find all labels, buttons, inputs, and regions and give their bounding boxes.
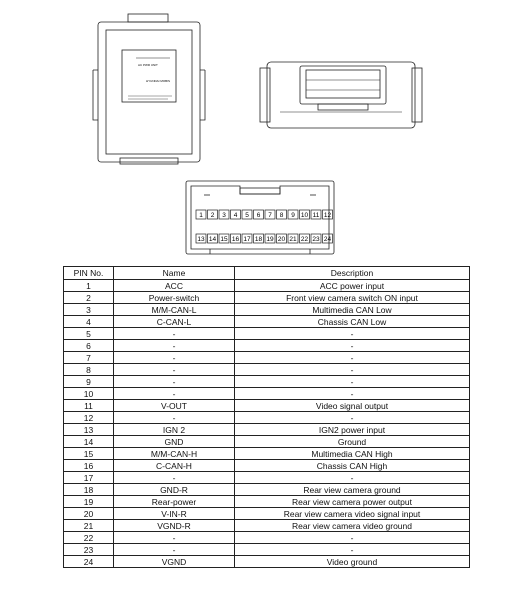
connector-pin-label: 19 [266, 236, 274, 244]
table-row [64, 424, 470, 436]
connector-pin-label: 17 [243, 236, 251, 244]
pin-number-cell: 24 [64, 556, 114, 568]
pin-number-cell: 15 [64, 448, 114, 460]
pin-number-cell: 8 [64, 364, 114, 376]
pin-name-cell: IGN 2 [114, 424, 235, 436]
pin-number-cell: 23 [64, 544, 114, 556]
connector-pin-label: 1 [199, 212, 203, 220]
connector-pin-label: 6 [256, 212, 261, 220]
connector-pin-label: 13 [197, 236, 205, 244]
pin-description-cell: - [235, 532, 470, 544]
header-pin-no: PIN No. [64, 267, 114, 280]
pin-number-cell: 22 [64, 532, 114, 544]
table-row [64, 520, 470, 532]
pin-number-cell: 9 [64, 376, 114, 388]
table-row [64, 412, 470, 424]
pin-description-cell: Rear view camera video signal input [235, 508, 470, 520]
pin-number-cell: 12 [64, 412, 114, 424]
table-row [64, 484, 470, 496]
pin-name-cell: - [114, 388, 235, 400]
table-row [64, 364, 470, 376]
connector-pin-label: 24 [323, 236, 332, 244]
connector-pin-label: 9 [291, 212, 295, 220]
table-row [64, 352, 470, 364]
pin-description-cell: - [235, 340, 470, 352]
pin-name-cell: VGND-R [114, 520, 235, 532]
pin-number-cell: 19 [64, 496, 114, 508]
table-row [64, 316, 470, 328]
pin-description-cell: Ground [235, 436, 470, 448]
connector-pin-label: 12 [323, 212, 332, 220]
pin-description-cell: IGN2 power input [235, 424, 470, 436]
pin-name-cell: M/M-CAN-H [114, 448, 235, 460]
pin-name-cell: V-OUT [114, 400, 235, 412]
connector-pin-label: 15 [220, 236, 228, 244]
connector-pin-label: 11 [312, 212, 320, 220]
pin-name-cell: - [114, 340, 235, 352]
pin-description-cell: - [235, 364, 470, 376]
table-row [64, 388, 470, 400]
table-row [64, 292, 470, 304]
table-row [64, 532, 470, 544]
pin-name-cell: Power-switch [114, 292, 235, 304]
pin-name-cell: - [114, 376, 235, 388]
table-row [64, 460, 470, 472]
pin-description-cell: Video signal output [235, 400, 470, 412]
table-row [64, 472, 470, 484]
connector-pin-label: 18 [254, 236, 263, 244]
table-row [64, 544, 470, 556]
connector-pin-label: 3 [222, 212, 226, 220]
table-row [64, 280, 470, 292]
pin-name-cell: V-IN-R [114, 508, 235, 520]
pin-description-cell: - [235, 472, 470, 484]
module-front-view [93, 14, 205, 164]
pin-description-cell: - [235, 352, 470, 364]
pin-number-cell: 7 [64, 352, 114, 364]
pin-name-cell: - [114, 544, 235, 556]
header-name: Name [114, 267, 235, 280]
pin-name-cell: GND-R [114, 484, 235, 496]
pin-description-cell: - [235, 388, 470, 400]
pin-description-cell: - [235, 376, 470, 388]
table-row [64, 328, 470, 340]
module-connector-view [260, 62, 422, 128]
pin-name-cell: - [114, 352, 235, 364]
pin-name-cell: VGND [114, 556, 235, 568]
pin-description-cell: Chassis CAN Low [235, 316, 470, 328]
pin-table [63, 266, 470, 568]
pin-name-cell: - [114, 472, 235, 484]
pin-number-cell: 20 [64, 508, 114, 520]
component-drawings [0, 0, 525, 262]
pin-name-cell: - [114, 328, 235, 340]
pin-description-cell: Rear view camera power output [235, 496, 470, 508]
table-row [64, 436, 470, 448]
connector-pin-label: 23 [312, 236, 320, 244]
pin-description-cell: Front view camera switch ON input [235, 292, 470, 304]
pin-name-cell: - [114, 532, 235, 544]
pin-number-cell: 2 [64, 292, 114, 304]
connector-pin-label: 4 [233, 212, 238, 220]
module-label-line1: AC PWR UNIT [138, 63, 158, 67]
pin-description-cell: Rear view camera video ground [235, 520, 470, 532]
connector-pin-label: 10 [300, 212, 309, 220]
pin-name-cell: C-CAN-H [114, 460, 235, 472]
table-row [64, 340, 470, 352]
connector-pin-label: 20 [277, 236, 286, 244]
table-row [64, 556, 470, 568]
pin-number-cell: 1 [64, 280, 114, 292]
pin-description-cell: Multimedia CAN Low [235, 304, 470, 316]
header-description: Description [235, 267, 470, 280]
table-row [64, 496, 470, 508]
connector-pin-label: 5 [245, 212, 249, 220]
pin-name-cell: - [114, 412, 235, 424]
pin-description-cell: Multimedia CAN High [235, 448, 470, 460]
pin-number-cell: 5 [64, 328, 114, 340]
pin-description-cell: Video ground [235, 556, 470, 568]
pin-name-cell: C-CAN-L [114, 316, 235, 328]
pin-name-cell: ACC [114, 280, 235, 292]
pin-description-cell: - [235, 328, 470, 340]
pin-number-cell: 18 [64, 484, 114, 496]
pin-number-cell: 14 [64, 436, 114, 448]
pin-number-cell: 11 [64, 400, 114, 412]
table-row [64, 400, 470, 412]
pin-number-cell: 17 [64, 472, 114, 484]
connector-pin-grid [196, 210, 333, 243]
connector-pin-label: 14 [208, 236, 217, 244]
pin-description-cell: Rear view camera ground [235, 484, 470, 496]
table-row [64, 376, 470, 388]
pin-description-cell: ACC power input [235, 280, 470, 292]
connector-pin-label: 21 [289, 236, 297, 244]
table-row [64, 448, 470, 460]
pin-number-cell: 10 [64, 388, 114, 400]
pin-name-cell: - [114, 364, 235, 376]
pin-name-cell: GND [114, 436, 235, 448]
pin-number-cell: 16 [64, 460, 114, 472]
module-label-brand: HYUNDAI MOBIS [146, 79, 171, 83]
table-row [64, 508, 470, 520]
pin-number-cell: 13 [64, 424, 114, 436]
pin-number-cell: 3 [64, 304, 114, 316]
connector-pin-label: 7 [268, 212, 272, 220]
connector-pin-label: 22 [300, 236, 309, 244]
connector-pin-label: 8 [279, 212, 284, 220]
pin-description-cell: - [235, 544, 470, 556]
pin-number-cell: 4 [64, 316, 114, 328]
table-row [64, 304, 470, 316]
pin-number-cell: 6 [64, 340, 114, 352]
pin-table-header [64, 267, 470, 280]
connector-pin-label: 16 [231, 236, 240, 244]
pin-description-cell: - [235, 412, 470, 424]
pin-name-cell: Rear-power [114, 496, 235, 508]
connector-pin-label: 2 [210, 212, 215, 220]
pin-name-cell: M/M-CAN-L [114, 304, 235, 316]
pin-number-cell: 21 [64, 520, 114, 532]
pin-description-cell: Chassis CAN High [235, 460, 470, 472]
